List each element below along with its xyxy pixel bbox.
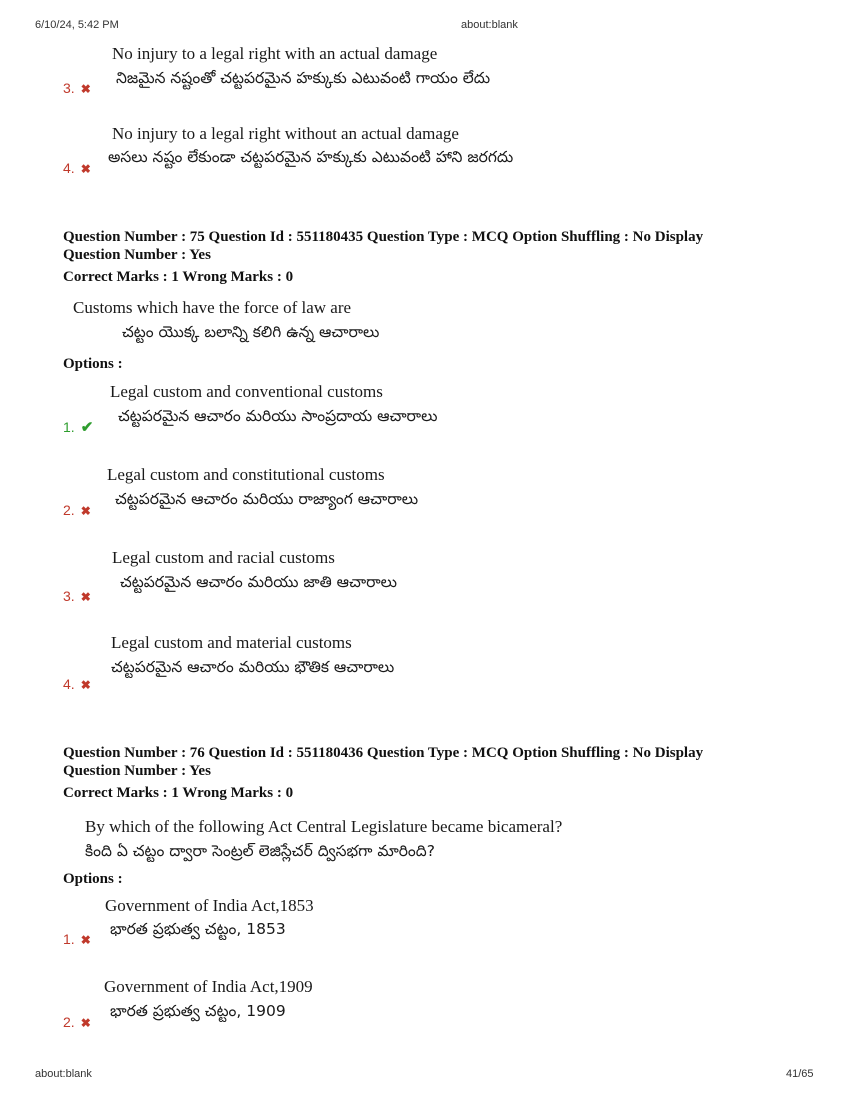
incorrect-icon: ✖ <box>80 162 91 176</box>
q76-option-1-number: 1. ✖ <box>63 931 91 947</box>
q75-option-3-telugu: చట్టపరమైన ఆచారం మరియు జాతి ఆచారాలు <box>120 573 398 591</box>
q75-option-4-telugu: చట్టపరమైన ఆచారం మరియు భౌతిక ఆచారాలు <box>111 658 395 676</box>
q76-display-line: Question Number : Yes <box>63 763 211 779</box>
q76-option-1-english: Government of India Act,1853 <box>105 896 314 915</box>
q75-question-telugu: చట్టం యొక్క బలాన్ని కలిగి ఉన్న ఆచారాలు <box>122 323 380 341</box>
option-4-telugu: అసలు నష్టం లేకుండా చట్టపరమైన హక్కుకు ఎటువంటి హాని జరగదు <box>108 148 514 166</box>
q76-options-label: Options : <box>63 871 123 887</box>
q76-option-2-number: 2. ✖ <box>63 1014 91 1030</box>
q76-option-2-telugu: భారత ప్రభుత్వ చట్టం, 1909 <box>110 1002 286 1020</box>
q76-option-2-english: Government of India Act,1909 <box>104 977 313 996</box>
print-page-number: 41/65 <box>786 1068 814 1080</box>
q75-option-1-telugu: చట్టపరమైన ఆచారం మరియు సాంప్రదాయ ఆచారాలు <box>118 407 438 425</box>
q75-marks: Correct Marks : 1 Wrong Marks : 0 <box>63 269 294 285</box>
option-4-number: 4. ✖ <box>63 160 91 176</box>
option-3-english: No injury to a legal right with an actual damage <box>112 44 438 63</box>
incorrect-icon: ✖ <box>80 590 91 604</box>
q75-option-4-english: Legal custom and material customs <box>111 633 352 652</box>
q76-marks: Correct Marks : 1 Wrong Marks : 0 <box>63 785 294 801</box>
print-page-title: about:blank <box>461 19 518 31</box>
q75-options-label: Options : <box>63 356 123 372</box>
correct-check-icon: ✔ <box>80 419 94 436</box>
q75-option-3-english: Legal custom and racial customs <box>112 548 335 567</box>
q76-option-1-telugu: భారత ప్రభుత్వ చట్టం, 1853 <box>110 920 286 938</box>
print-datetime: 6/10/24, 5:42 PM <box>35 19 119 31</box>
option-3-telugu: నిజమైన నష్టంతో చట్టపరమైన హక్కుకు ఎటువంటి గాయం లేదు <box>116 69 491 87</box>
q75-option-1-number: 1. ✔ <box>63 419 94 436</box>
q75-question-english: Customs which have the force of law are <box>73 298 352 317</box>
q75-option-1-english: Legal custom and conventional customs <box>110 382 383 401</box>
q76-meta-line: Question Number : 76 Question Id : 551180436 Question Type : MCQ Option Shuffling : No Display <box>63 745 704 761</box>
q75-display-line: Question Number : Yes <box>63 247 211 263</box>
q75-meta-line: Question Number : 75 Question Id : 551180435 Question Type : MCQ Option Shuffling : No Display <box>63 229 704 245</box>
option-4-english: No injury to a legal right without an actual damage <box>112 124 459 143</box>
print-footer-url: about:blank <box>35 1068 92 1080</box>
incorrect-icon: ✖ <box>80 933 91 947</box>
incorrect-icon: ✖ <box>80 1016 91 1030</box>
incorrect-icon: ✖ <box>80 678 91 692</box>
incorrect-icon: ✖ <box>80 82 91 96</box>
incorrect-icon: ✖ <box>80 504 91 518</box>
q75-option-2-telugu: చట్టపరమైన ఆచారం మరియు రాజ్యాంగ ఆచారాలు <box>115 490 419 508</box>
q75-option-3-number: 3. ✖ <box>63 588 91 604</box>
q75-option-2-english: Legal custom and constitutional customs <box>107 465 385 484</box>
q76-question-telugu: కింది ఏ చట్టం ద్వారా సెంట్రల్ లెజిస్లేచర్ ద్విసభగా మారింది? <box>85 842 435 860</box>
q75-option-2-number: 2. ✖ <box>63 502 91 518</box>
q75-option-4-number: 4. ✖ <box>63 676 91 692</box>
q76-question-english: By which of the following Act Central Legislature became bicameral? <box>85 817 563 836</box>
option-3-number: 3. ✖ <box>63 80 91 96</box>
